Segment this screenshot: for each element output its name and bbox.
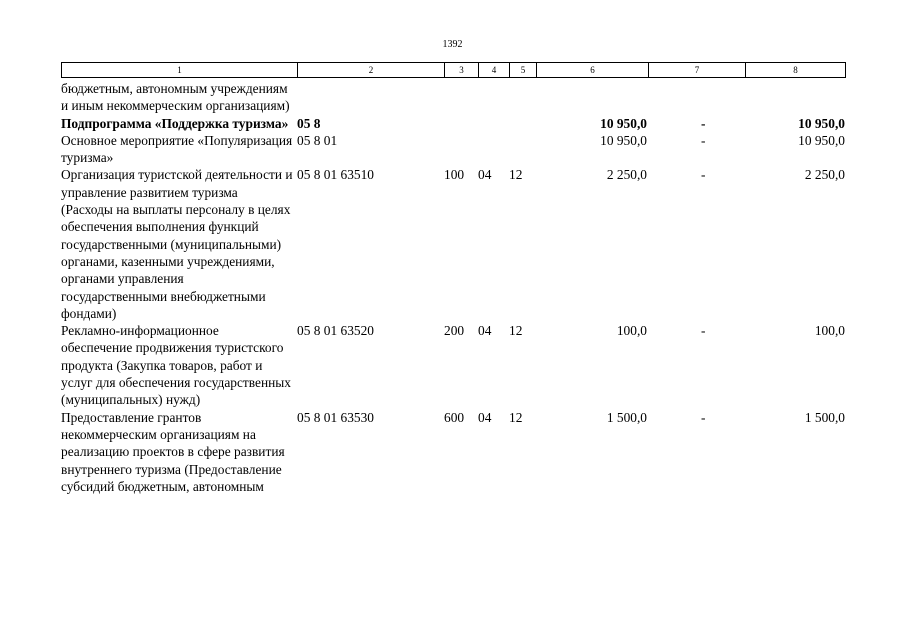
column-header-5: 5 — [510, 63, 537, 78]
table-row — [61, 166, 845, 322]
row-sum: 10 950,0 — [600, 132, 647, 148]
row-name: Рекламно-информационное обеспечение продвижения туристского продукта (Закупка товаров, работ и услуг для обеспечения государственных (муниципальных) нужд) — [61, 323, 291, 408]
column-header-6: 6 — [537, 63, 649, 78]
row-vr: 600 — [444, 409, 465, 425]
row-change: - — [701, 323, 706, 339]
row-vr: 100 — [444, 167, 465, 183]
row-code: 05 8 01 — [297, 132, 338, 148]
row-rz: 04 — [478, 323, 492, 339]
row-change: - — [701, 132, 706, 148]
table-row — [61, 409, 845, 495]
row-change: - — [701, 115, 706, 131]
row-rz: 04 — [478, 167, 492, 183]
row-vr: 200 — [444, 323, 465, 339]
row-sum: 100,0 — [616, 323, 647, 339]
row-total: 100,0 — [814, 323, 845, 339]
row-total: 10 950,0 — [798, 115, 845, 131]
row-pr: 12 — [509, 409, 523, 425]
column-header-4: 4 — [479, 63, 510, 78]
table-row — [61, 132, 845, 167]
column-header-1: 1 — [62, 63, 298, 78]
row-name: бюджетным, автономным учреждениям и иным некоммерческим организациям) — [61, 81, 290, 114]
column-header-2: 2 — [298, 63, 445, 78]
row-name: Подпрограмма «Поддержка туризма» — [61, 115, 289, 131]
row-code: 05 8 — [297, 115, 321, 131]
table-row — [61, 322, 845, 408]
row-total: 2 250,0 — [804, 167, 845, 183]
row-total: 1 500,0 — [804, 409, 845, 425]
row-name: Основное мероприятие «Популяризация туризма» — [61, 132, 293, 166]
row-name: Предоставление грантов некоммерческим организациям на реализацию проектов в сфере развития внутреннего туризма (Предоставление субсидий бюджетным, автономным — [61, 409, 285, 494]
row-pr: 12 — [509, 323, 523, 339]
column-header-row — [62, 63, 846, 78]
column-header-3: 3 — [445, 63, 479, 78]
row-sum: 1 500,0 — [606, 409, 647, 425]
row-change: - — [701, 409, 706, 425]
table-body — [61, 80, 845, 495]
table-row — [61, 115, 845, 132]
row-sum: 2 250,0 — [606, 167, 647, 183]
table-row — [61, 80, 845, 115]
row-rz: 04 — [478, 409, 492, 425]
page-number: 1392 — [442, 39, 463, 50]
row-code: 05 8 01 63510 — [297, 167, 374, 183]
column-header-table — [61, 62, 846, 78]
row-change: - — [701, 167, 706, 183]
row-name: Организация туристской деятельности и управление развитием туризма (Расходы на выплаты персоналу в целях обеспечения выполнения функций государственными (муниципальными) органами, казенными учреждениями, органами управления государственными внебюджетными фондами) — [61, 167, 293, 321]
row-sum: 10 950,0 — [600, 115, 647, 131]
row-total: 10 950,0 — [798, 132, 845, 148]
column-header-7: 7 — [649, 63, 746, 78]
row-code: 05 8 01 63530 — [297, 409, 374, 425]
row-pr: 12 — [509, 167, 523, 183]
column-header-8: 8 — [746, 63, 846, 78]
row-code: 05 8 01 63520 — [297, 323, 374, 339]
